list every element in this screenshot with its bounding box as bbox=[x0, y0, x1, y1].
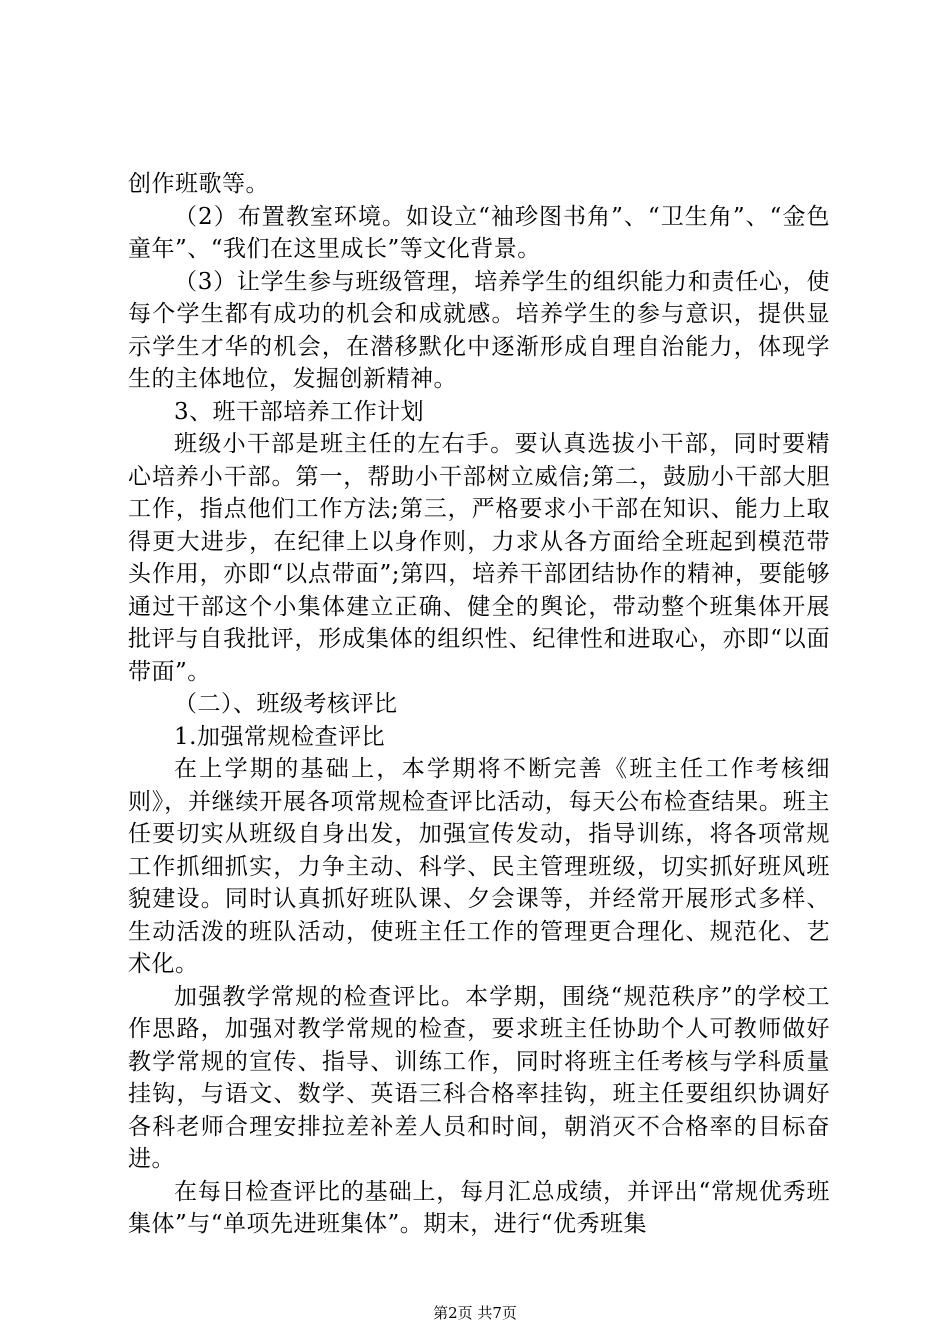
paragraph-teaching-routine: 加强教学常规的检查评比。本学期，围绕“规范秩序”的学校工作思路，加强对教学常规的检查，要求班主任协助个人可教师做好教学常规的宣传、指导、训练工作，同时将班主任考核与学科质量挂钩，与语文、数学、英语三科合格率挂钩，班主任要组织协调好各科老师合理安排拉差补差人员和时间，朝消灭不合格率的目标奋进。 bbox=[128, 983, 830, 1172]
paragraph-continuation: 创作班歌等。 bbox=[128, 171, 269, 197]
section-heading-class-assessment: （二）、班级考核评比 bbox=[174, 691, 398, 717]
paragraph-monthly-summary: 在每日检查评比的基础上，每月汇总成绩，并评出“常规优秀班集体”与“单项先进班集体”。期末，进行“优秀班集 bbox=[128, 1178, 830, 1237]
subsection-heading-routine-checks: 1.加强常规检查评比 bbox=[174, 723, 385, 750]
document-body bbox=[128, 168, 830, 1241]
paragraph-classroom-environment: （2）布置教室环境。如设立“袖珍图书角”、“卫生角”、“金色童年”、“我们在这里成长”等文化背景。 bbox=[128, 203, 830, 262]
paragraph-student-participation: （3）让学生参与班级管理，培养学生的组织能力和责任心，使每个学生都有成功的机会和成就感。培养学生的参与意识，提供显示学生才华的机会，在潜移默化中逐渐形成自理自治能力，体现学生的主体地位，发掘创新精神。 bbox=[128, 268, 830, 392]
paragraph-class-cadres: 班级小干部是班主任的左右手。要认真选拔小干部，同时要精心培养小干部。第一，帮助小干部树立威信;第二，鼓励小干部大胆工作，指点他们工作方法;第三，严格要求小干部在知识、能力上取得更大进步，在纪律上以身作则，力求从各方面给全班起到模范带头作用，亦即“以点带面”;第四，培养干部团结协作的精神，要能够通过干部这个小集体建立正确、健全的舆论，带动整个班集体开展批评与自我批评，形成集体的组织性、纪律性和进取心，亦即“以面带面”。 bbox=[128, 431, 830, 685]
page-number-footer: 第2页 共7页 bbox=[433, 1304, 517, 1322]
paragraph-routine-inspection: 在上学期的基础上，本学期将不断完善《班主任工作考核细则》，并继续开展各项常规检查评比活动，每天公布检查结果。班主任要切实从班级自身出发，加强宣传发动，指导训练，将各项常规工作抓细抓实，力争主动、科学、民主管理班级，切实抓好班风班貌建设。同时认真抓好班队课、夕会课等，并经常开展形式多样、生动活泼的班队活动，使班主任工作的管理更合理化、规范化、艺术化。 bbox=[128, 756, 830, 977]
section-heading-cadre-plan: 3、班干部培养工作计划 bbox=[174, 398, 425, 425]
